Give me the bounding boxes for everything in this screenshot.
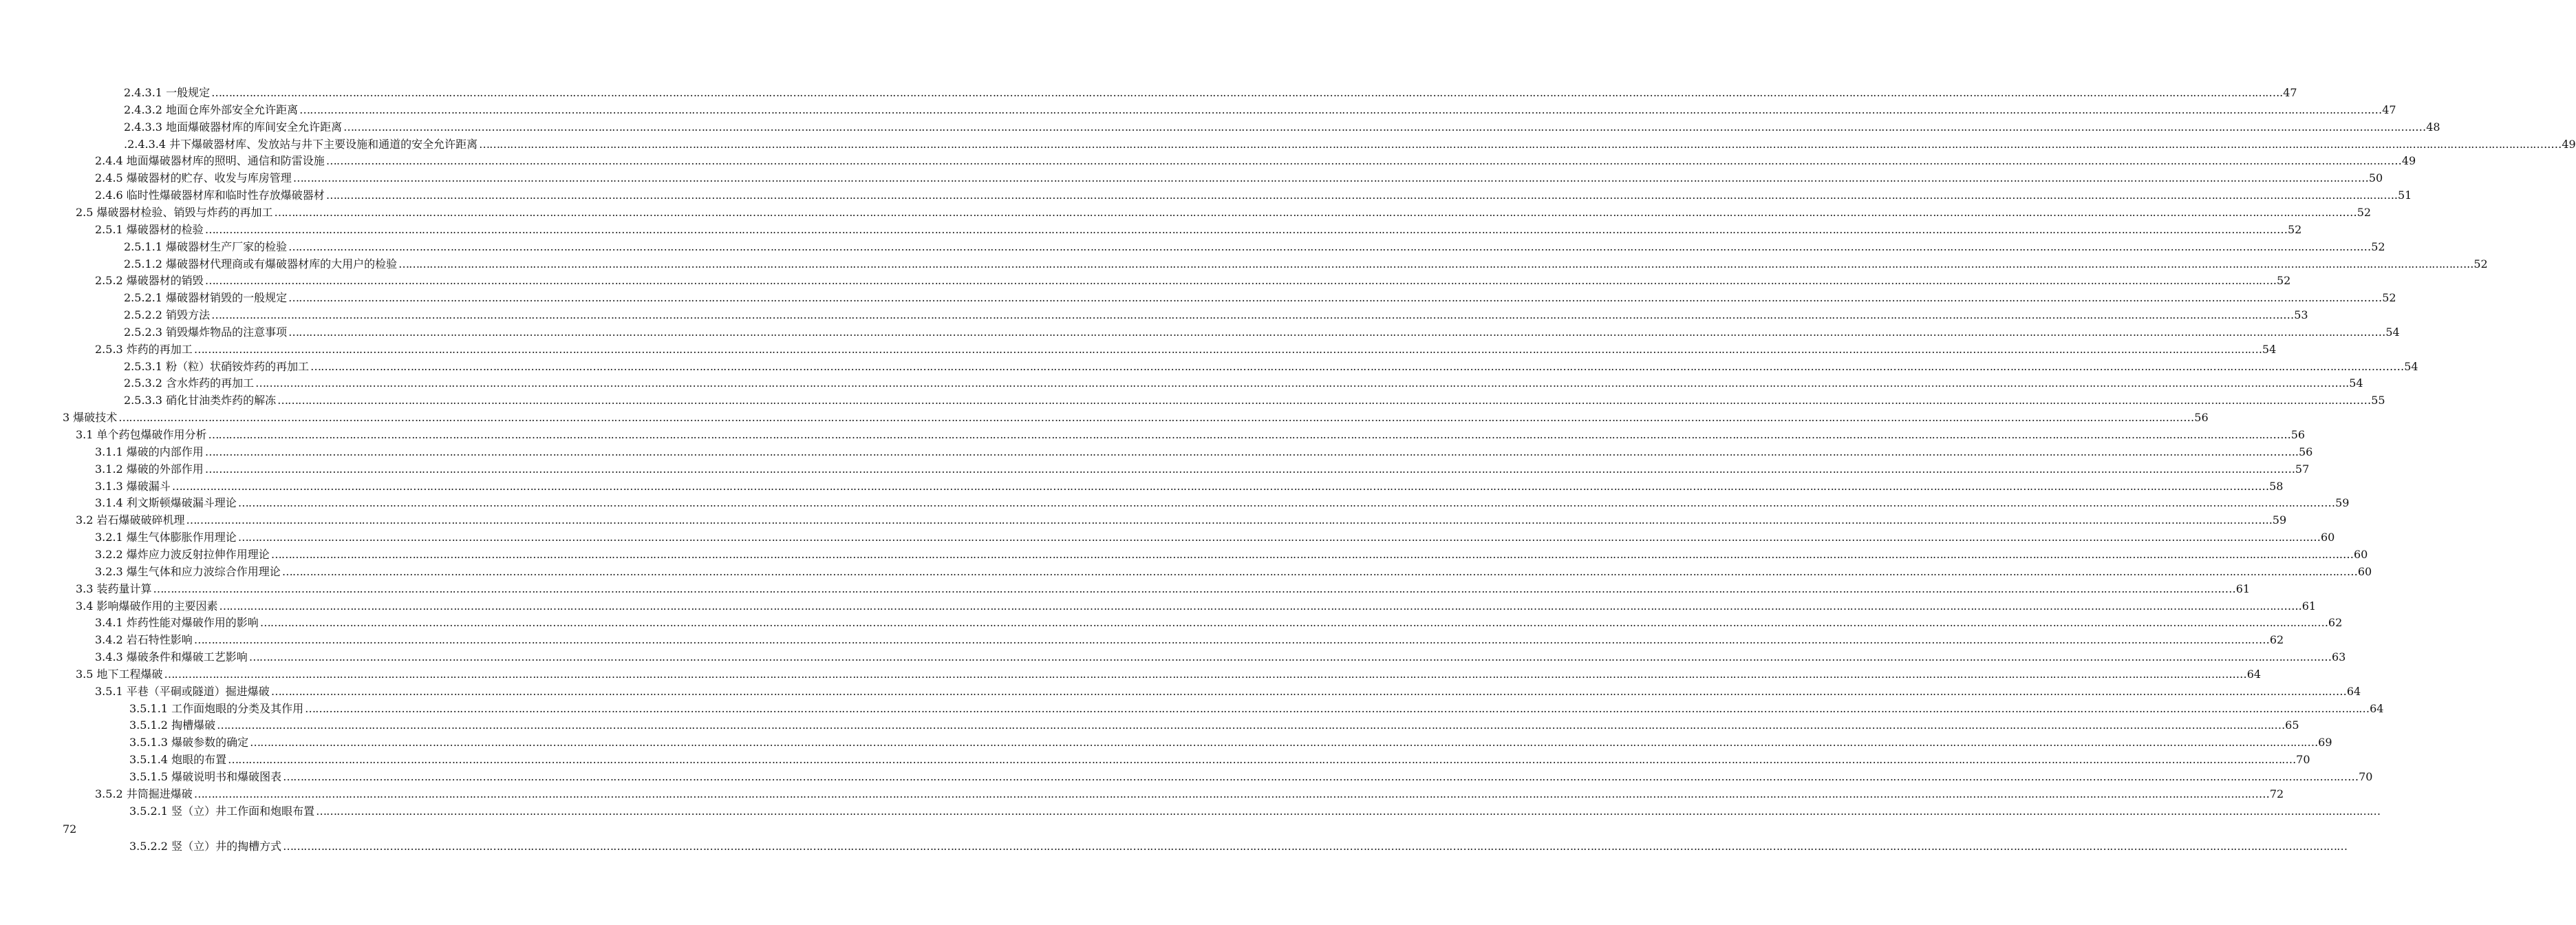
toc-entry-title: 3.5.1.1 工作面炮眼的分类及其作用 [129,702,304,715]
toc-dot-leader: …………………………………………………………………………………………………………………………………………………………………………………………………………………………………………………………………………………………………………………………………………………………………………………………………………………………………………………………………………………………………………………………………………………… [118,411,2183,424]
toc-entry[interactable] [95,479,2284,494]
toc-entry-title: 3.1.3 爆破漏斗 [95,480,171,493]
toc-dot-leader: …………………………………………………………………………………………………………………………………………………………………………………………………………………………………………………………………………………………………………………………………………………………………………………………………………………………………………………………………………………………………………………………………………………… [259,616,2324,629]
toc-page-number: ..…47 [2364,103,2396,116]
toc-page-number: ...……59 [2302,496,2350,509]
toc-page-number: ..51 [2390,189,2412,202]
toc-entry[interactable] [95,650,2346,665]
toc-page-number: ..…48 [2408,120,2440,134]
toc-entry-title: 3.1.2 爆破的外部作用 [95,463,204,476]
toc-page-number: .62 [2324,616,2343,629]
toc-page-number: ..52 [2269,274,2291,287]
toc-dot-leader: …………………………………………………………………………………………………………………………………………………………………………………………………………………………………………………………………………………………………………………………………………………………………………………………………………………………………………………………………………………………………………………………………………………… [193,343,2258,356]
toc-dot-leader: …………………………………………………………………………………………………………………………………………………………………………………………………………………………………………………………………………………………………………………………………………………………………………………………………………………………………………………………………………………………………………………………………………………… [270,685,2335,698]
toc-dot-leader: …………………………………………………………………………………………………………………………………………………………………………………………………………………………………………………………………………………………………………………………………………………………………………………………………………………………………………………………………………………………………………………………………………………… [204,223,2269,236]
wrapped-page-number: 72 [63,822,77,836]
toc-entry[interactable] [76,667,2262,682]
toc-page-number: ……..56 [2269,445,2313,458]
toc-dot-leader: …………………………………………………………………………………………………………………………………………………………………………………………………………………………………………………………………………………………………………………………………………………………………………………………………………………………………………………………………………………………………………………………………………………… [281,565,2346,578]
toc-page-number: …….57 [2269,463,2310,476]
toc-page-number: .65 [2282,719,2299,732]
toc-entry[interactable] [76,582,2251,597]
toc-entry-title: 3.5.1.5 爆破说明书和爆破图表 [129,770,282,783]
toc-dot-leader: …………………………………………………………………………………………………………………………………………………………………………………………………………………………………………………………………………………………………………………………………………………………………………………………………………………………………………………………………………………………………………………………………………………… [208,428,2273,441]
toc-entry-title: .2.4.3.4 井下爆破器材库、发放站与井下主要设施和通道的安全允许距离 [124,138,478,151]
toc-page-number: …64 [2335,685,2361,698]
toc-page-number: …70 [2348,770,2373,783]
toc-entry-title: 2.5.3.1 粉（粒）状硝铵炸药的再加工 [124,360,310,373]
toc-dot-leader: …………………………………………………………………………………………………………………………………………………………………………………………………………………………………………………………………………………………………………………………………………………………………………………………………………………………………………………………………………………………………………………………………………………… [219,599,2284,613]
toc-dot-leader: …………………………………………………………………………………………………………………………………………………………………………………………………………………………………………………………………………………………………………………………………………………………………………………………………………………………………………………………………………………………………………………………………………………… [305,702,2370,715]
toc-entry-title: 2.4.4 地面爆破器材库的照明、通信和防雷设施 [95,154,325,167]
toc-dot-leader: …………………………………………………………………………………………………………………………………………………………………………………………………………………………………………………………………………………………………………………………………………………………………………………………………………………………………………………………………………………………………………………………………………………… [153,582,2218,595]
toc-page-number: …..61 [2284,599,2317,613]
toc-entry[interactable] [95,445,2313,460]
toc-dot-leader: …………………………………………………………………………………………………………………………………………………………………………………………………………………………………………………………………………………………………………………………………………………………………………………………………………………………………………………………………………………………………………………………………………………… [211,308,2276,321]
toc-page-number: ..……54 [2375,360,2418,373]
toc-entry[interactable] [124,308,2308,323]
toc-entry[interactable] [95,684,2361,699]
toc-dot-leader: …………………………………………………………………………………………………………………………………………………………………………………………………………………………………………………………………………………………………………………………………………………………………………………………………………………………………………………………………………………………………………………………………………………… [299,103,2364,116]
toc-dot-leader: …………………………………………………………………………………………………………………………………………………………………………………………………………………………………………………………………………………………………………………………………………………………………………………………………………………………………………………………………………………………………………………………………………………… [211,86,2276,99]
toc-entry-title: 2.4.3.3 地面爆破器材库的库间安全允许距离 [124,120,343,134]
toc-entry-title: 2.5.2.3 销毁爆炸物品的注意事项 [124,326,288,339]
toc-entry[interactable] [129,769,2373,785]
toc-entry-title: 3.5.2.1 竖（立）井工作面和炮眼布置 [129,805,315,818]
toc-dot-leader: …………………………………………………………………………………………………………………………………………………………………………………………………………………………………………………………………………………………………………………………………………………………………………………………………………………………………………………………………………………………………………………………………………………… [288,291,2353,304]
toc-entry-title: 2.4.5 爆破器材的贮存、收发与库房管理 [95,171,292,184]
toc-entry[interactable] [95,530,2335,545]
toc-dot-leader: …………………………………………………………………………………………………………………………………………………………………………………………………………………………………………………………………………………………………………………………………………………………………………………………………………………………………………………………………………………………………………………………………………………… [237,531,2302,544]
toc-page-number: …60 [2346,565,2372,578]
toc-entry-title: 2.4.6 临时性爆破器材库和临时性存放爆破器材 [95,189,325,202]
toc-entry-title: 3.5.1.2 掏槽爆破 [129,719,216,732]
toc-entry[interactable] [95,171,2383,186]
toc-entry[interactable] [95,188,2412,203]
toc-entry[interactable] [76,599,2317,614]
toc-entry-title: 2.5.3.2 含水炸药的再加工 [124,376,255,390]
toc-entry[interactable] [76,205,2372,220]
toc-page-number: …56 [2183,411,2209,424]
toc-entry[interactable] [95,547,2368,562]
toc-entry-title: 3.1.1 爆破的内部作用 [95,445,204,458]
toc-entry[interactable] [124,85,2297,100]
toc-dot-leader: …………………………………………………………………………………………………………………………………………………………………………………………………………………………………………………………………………………………………………………………………………………………………………………………………………………………………………………………………………………………………………………………………………………… [292,171,2357,184]
toc-entry-title: 3.4.1 炸药性能对爆破作用的影响 [95,616,259,629]
toc-entry[interactable] [124,359,2418,374]
toc-entry[interactable] [129,735,2332,750]
toc-entry-title: 3.5.1 平巷（平硐或隧道）掘进爆破 [95,685,270,698]
toc-entry-title: 3.4.3 爆破条件和爆破工艺影响 [95,650,248,663]
toc-page-number: ..…61 [2218,582,2251,595]
toc-entry-title: 3.5 地下工程爆破 [76,668,163,681]
toc-dot-leader: …………………………………………………………………………………………………………………………………………………………………………………………………………………………………………………………………………………………………………………………………………………………………………………………………………………………………………………………………………………………………………………………………………………… [193,633,2258,646]
toc-entry-title: 3.5.2 井筒掘进爆破 [95,787,193,800]
toc-entry-title: 2.5 爆破器材检验、销毁与炸药的再加工 [76,206,273,219]
toc-dot-leader: …………………………………………………………………………………………………………………………………………………………………………………………………………………………………………………………………………………………………………………………………………………………………………………………………………………………………………………………………………………………………………………………………………………… [325,189,2390,202]
toc-entry-title: 3.2.2 爆炸应力波反射拉伸作用理论 [95,548,270,561]
toc-entry-title: 2.5.3.3 硝化甘油类炸药的解冻 [124,394,277,407]
toc-entry[interactable] [76,513,2287,528]
toc-entry-title: 2.5.1.1 爆破器材生产厂家的检验 [124,240,288,253]
toc-page-number: ..…52 [2353,240,2385,253]
toc-page-number: ..…64 [2229,668,2262,681]
toc-dot-leader: …………………………………………………………………………………………………………………………………………………………………………………………………………………………………………………………………………………………………………………………………………………………………………………………………………………………………………………………………………………………………………………………………………………… [277,394,2342,407]
toc-entry-title: 2.4.3.1 一般规定 [124,86,211,99]
toc-page-number: ..…52 [2339,206,2372,219]
toc-entry-title: 3.1.4 利文斯顿爆破漏斗理论 [95,496,237,509]
toc-dot-leader: …………………………………………………………………………………………………………………………………………………………………………………………………………………………………………………………………………………………………………………………………………………………………………………………………………………………………………………………………………………………………………………………………………………… [228,753,2293,766]
toc-entry-title: 2.5.2.1 爆破器材销毁的一般规定 [124,291,288,304]
toc-entry[interactable] [129,718,2299,733]
toc-entry[interactable] [95,153,2416,169]
toc-page-number: …...59 [2251,513,2287,527]
toc-page-number: 64 [2370,702,2384,715]
toc-entry[interactable] [129,701,2384,716]
toc-entry-title: 2.5.1.2 爆破器材代理商或有爆破器材库的大用户的检验 [124,257,398,270]
toc-dot-leader: …………………………………………………………………………………………………………………………………………………………………………………………………………………………………………………………………………………………………………………………………………………………………………………………………………………………………………………………………………………………………………………………………………………… [204,274,2269,287]
toc-entry[interactable] [95,615,2343,630]
toc-page-number: …62 [2258,633,2284,646]
toc-dot-leader: …………………………………………………………………………………………………………………………………………………………………………………………………………………………………………………………………………………………………………………………………………………………………………………………………………………………………………………………………………………………………………………………………………………… [217,719,2282,732]
toc-page-number: ..……52 [2353,291,2396,304]
toc-entry[interactable] [95,632,2284,648]
toc-page-number: ..……55 [2342,394,2385,407]
toc-dot-leader: …………………………………………………………………………………………………………………………………………………………………………………………………………………………………………………………………………………………………………………………………………………………………………………………………………………………………………………………………………………………………………………………………………………… [398,257,2463,270]
toc-dot-leader: …………………………………………………………………………………………………………………………………………………………………………………………………………………………………………………………………………………………………………………………………………………………………………………………………………………………………………………………………………………………………………………………………………………… [479,138,2544,151]
toc-dot-leader: …………………………………………………………………………………………………………………………………………………………………………………………………………………………………………………………………………………………………………………………………………………………………………………………………………………………………………………………………………………………………………………………………………………… [283,770,2348,783]
toc-entry[interactable] [124,325,2400,340]
toc-page-number: ..…63 [2313,650,2346,663]
toc-entry[interactable] [95,496,2350,511]
toc-page-number: …72 [2258,787,2284,800]
toc-page-number: .70 [2293,753,2310,766]
toc-entry[interactable] [124,290,2396,306]
toc-entry-title: 2.5.2.2 销毁方法 [124,308,211,321]
toc-entry[interactable] [76,427,2306,443]
toc-dot-leader: …………………………………………………………………………………………………………………………………………………………………………………………………………………………………………………………………………………………………………………………………………………………………………………………………………………………………………………………………………………………………………………………………………………… [343,120,2408,134]
toc-dot-leader: …………………………………………………………………………………………………………………………………………………………………………………………………………………………………………………………………………………………………………………………………………………………………………………………………………………………………………………………………………………………………………………………………………………… [270,548,2335,561]
toc-entry[interactable] [124,120,2440,135]
toc-dot-leader: …………………………………………………………………………………………………………………………………………………………………………………………………………………………………………………………………………………………………………………………………………………………………………………………………………………………………………………………………………………………………………………………………………………… [248,650,2313,663]
toc-entry[interactable] [129,752,2310,767]
toc-entry-title: 2.4.3.2 地面仓库外部安全允许距离 [124,103,299,116]
toc-page-number: .69 [2315,736,2332,749]
toc-page-number: ...52 [2463,257,2488,270]
toc-entry-title: 3.4.2 岩石特性影响 [95,633,193,646]
toc-entry[interactable] [63,410,2209,425]
toc-entry-title: 2.5.1 爆破器材的检验 [95,223,204,236]
toc-entry[interactable] [129,839,2348,854]
toc-page-number: ..…60 [2302,531,2335,544]
toc-entry-title: 2.5.2 爆破器材的销毁 [95,274,204,287]
toc-entry-title: 3.2.3 爆生气体和应力波综合作用理论 [95,565,281,578]
toc-entry[interactable] [124,240,2385,255]
toc-entry[interactable] [95,273,2291,288]
toc-dot-leader: …………………………………………………………………………………………………………………………………………………………………………………………………………………………………………………………………………………………………………………………………………………………………………………………………………………………………………………………………………………………………………………………………………………… [255,376,2320,390]
toc-entry-title: 3.4 影响爆破作用的主要因素 [76,599,218,613]
toc-page-number: ..…52 [2269,223,2302,236]
toc-dot-leader: …………………………………………………………………………………………………………………………………………………………………………………………………………………………………………………………………………………………………………………………………………………………………………………………………………………………………………………………………………………………………………………………………………………… [171,480,2236,493]
toc-entry-title: 3.5.1.4 炮眼的布置 [129,753,227,766]
toc-page-number: ..…60 [2335,548,2368,561]
toc-page-number: …50 [2357,171,2383,184]
toc-entry-title: 3.3 装药量计算 [76,582,152,595]
toc-page-number: …49 [2390,154,2416,167]
toc-entry[interactable] [95,462,2310,477]
toc-dot-leader: …………………………………………………………………………………………………………………………………………………………………………………………………………………………………………………………………………………………………………………………………………………………………………………………………………………………………………………………………………………………………………………………………………………… [283,840,2348,853]
toc-entry[interactable] [129,804,2381,819]
toc-page-number: ..47 [2276,86,2297,99]
toc-page-number: ..…49 [2544,138,2576,151]
toc-entry[interactable] [124,103,2396,118]
toc-entry[interactable] [95,342,2277,357]
toc-page-number: ...……58 [2236,480,2284,493]
toc-dot-leader: …………………………………………………………………………………………………………………………………………………………………………………………………………………………………………………………………………………………………………………………………………………………………………………………………………………………………………………………………………………………………………………………………………………… [288,326,2353,339]
toc-dot-leader: …………………………………………………………………………………………………………………………………………………………………………………………………………………………………………………………………………………………………………………………………………………………………………………………………………………………………………………………………………………………………………………………………………………… [204,445,2269,458]
toc-dot-leader: …………………………………………………………………………………………………………………………………………………………………………………………………………………………………………………………………………………………………………………………………………………………………………………………………………………………………………………………………………………………………………………………………………………… [288,240,2353,253]
toc-dot-leader: …………………………………………………………………………………………………………………………………………………………………………………………………………………………………………………………………………………………………………………………………………………………………………………………………………………………………………………………………………………………………………………………………………………… [316,805,2381,818]
toc-entry-title: 3.5.1.3 爆破参数的确定 [129,736,249,749]
toc-entry[interactable] [124,393,2385,408]
toc-entry[interactable] [95,222,2302,237]
toc-entry[interactable] [124,257,2488,272]
toc-entry[interactable] [124,376,2363,391]
toc-page-number: ..…53 [2276,308,2308,321]
toc-dot-leader: …………………………………………………………………………………………………………………………………………………………………………………………………………………………………………………………………………………………………………………………………………………………………………………………………………………………………………………………………………………………………………………………………………………… [310,360,2375,373]
toc-entry-title: 3.5.2.2 竖（立）井的掏槽方式 [129,840,282,853]
toc-dot-leader: …………………………………………………………………………………………………………………………………………………………………………………………………………………………………………………………………………………………………………………………………………………………………………………………………………………………………………………………………………………………………………………………………………………… [250,736,2315,749]
toc-entry-title: 3.2.1 爆生气体膨胀作用理论 [95,531,237,544]
toc-entry[interactable] [124,137,2576,152]
toc-dot-leader: …………………………………………………………………………………………………………………………………………………………………………………………………………………………………………………………………………………………………………………………………………………………………………………………………………………………………………………………………………………………………………………………………………………… [325,154,2390,167]
toc-entry-title: 2.5.3 炸药的再加工 [95,343,193,356]
toc-dot-leader: …………………………………………………………………………………………………………………………………………………………………………………………………………………………………………………………………………………………………………………………………………………………………………………………………………………………………………………………………………………………………………………………………………………… [193,787,2258,800]
toc-page-number: ...……54 [2353,326,2400,339]
toc-dot-leader: …………………………………………………………………………………………………………………………………………………………………………………………………………………………………………………………………………………………………………………………………………………………………………………………………………………………………………………………………………………………………………………………………………………… [274,206,2339,219]
toc-dot-leader: …………………………………………………………………………………………………………………………………………………………………………………………………………………………………………………………………………………………………………………………………………………………………………………………………………………………………………………………………………………………………………………………………………………… [164,668,2229,681]
toc-entry-title: 3.2 岩石爆破破碎机理 [76,513,185,527]
toc-page-number: …..56 [2273,428,2306,441]
toc-dot-leader: …………………………………………………………………………………………………………………………………………………………………………………………………………………………………………………………………………………………………………………………………………………………………………………………………………………………………………………………………………………………………………………………………………………… [204,463,2269,476]
toc-page-number: .54 [2258,343,2277,356]
toc-entry-title: 3.1 单个药包爆破作用分析 [76,428,207,441]
toc-entry-title: 3 爆破技术 [63,411,118,424]
toc-page-number: ……..54 [2320,376,2363,390]
toc-dot-leader: …………………………………………………………………………………………………………………………………………………………………………………………………………………………………………………………………………………………………………………………………………………………………………………………………………………………………………………………………………………………………………………………………………………… [186,513,2251,527]
toc-entry[interactable] [95,787,2284,802]
toc-dot-leader: …………………………………………………………………………………………………………………………………………………………………………………………………………………………………………………………………………………………………………………………………………………………………………………………………………………………………………………………………………………………………………………………………………………… [237,496,2302,509]
toc-entry[interactable] [95,564,2372,580]
